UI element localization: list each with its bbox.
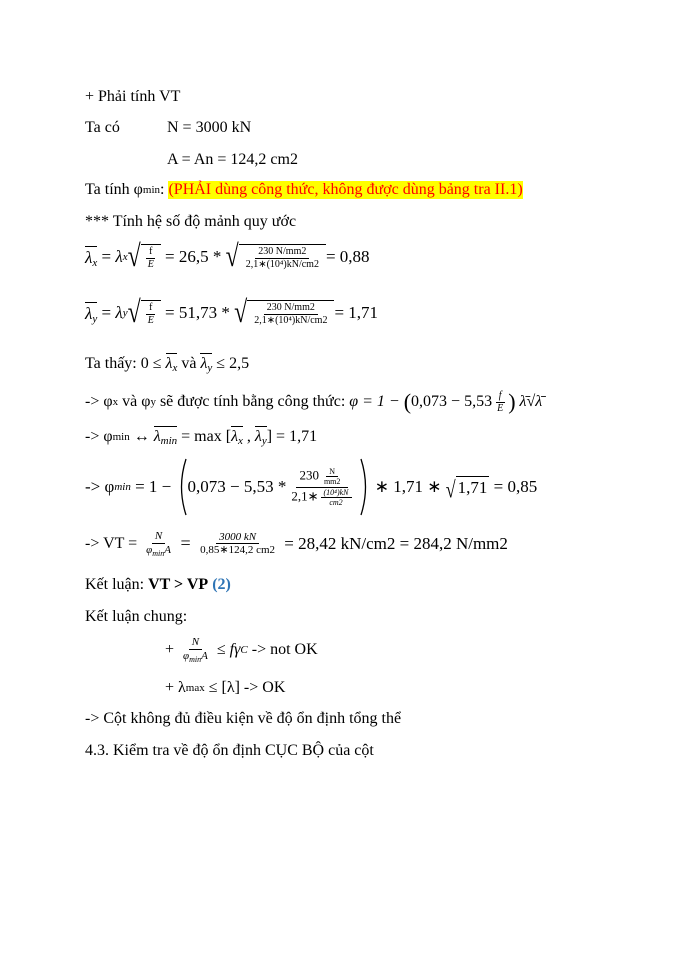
line-ta-thay: Ta thấy: 0 ≤ $\lambda_x$ và $\lambda_y$ ≤ 2,5 (85, 354, 250, 374)
line-cot-khong-du: -> Cột không đủ điều kiện về độ ổn định tổng thể (85, 710, 402, 727)
line-phai-tinh-vt: + Phải tính VT (85, 88, 181, 105)
right-paren-icon (359, 458, 371, 516)
line-area: A = An = 124,2 cm2 (167, 151, 298, 168)
line-condition-2: + λ max ≤ [λ] -> OK (165, 679, 286, 696)
line-ta-tinh: Ta tính φ min : (PHẢI dùng công thức, không được dùng bảng tra II.1) (85, 181, 523, 198)
formula-lambda-x: $\lambda_x$ = λ x √ $\frac{f}{E}$ = 26,5 * √ $\frac{230 N/mm2}{\text{2,1∗(10⁴)kN/cm2}}$ = 0,88 (85, 240, 370, 275)
line-ket-luan-chung: Kết luận chung: (85, 608, 188, 625)
formula-phi-min: -> φ min = 1 − 0,073 − 5,53 * 230 $\frac{N}{mm2}$ 2,1∗ $\frac{\text{(10⁴)kN}}{cm2}$ ∗ 1,71 ∗ √ 1,71 = 0,85 (85, 458, 537, 516)
line-condition-1: + $\frac{N}{\varphi_{min}A}$ ≤ fγ C -> not OK (165, 636, 318, 664)
line-phi-min: -> φ min ↔ $\lambda_{min}$ = max [ $\lambda_x$ , $\lambda_y$ ] = 1,71 (85, 427, 318, 447)
section-heading-4-3: 4.3. Kiểm tra về độ ổn định CỤC BỘ của cột (85, 742, 374, 759)
line-ta-co: Ta có N = 3000 kN (85, 119, 252, 136)
line-ket-luan: Kết luận: VT > VP (2) (85, 576, 231, 593)
left-paren-icon (176, 458, 188, 516)
formula-lambda-y: $\lambda_y$ = λ y √ $\frac{f}{E}$ = 51,73 * √ $\frac{230 N/mm2}{\text{2,1∗(10⁴)kN/cm2}}$ = 1,71 (85, 296, 379, 331)
line-vt: -> VT = $\frac{N}{\varphi_{min}A}$ = $\frac{3000 kN}{0,85∗124,2 cm2}$ = 28,42 kN/cm2 = 284,2 N/mm2 (85, 530, 508, 558)
highlight-note: (PHẢI dùng công thức, không được dùng bảng tra II.1) (168, 181, 523, 198)
line-he-so: *** Tính hệ số độ mảnh quy ước (85, 213, 297, 230)
line-phi-formula: -> φ x và φ y sẽ được tính bằng công thức: φ = 1 − ( 0,073 − 5,53 $\frac{f}{E}$ ) λ̄√λ̄ (85, 389, 543, 414)
